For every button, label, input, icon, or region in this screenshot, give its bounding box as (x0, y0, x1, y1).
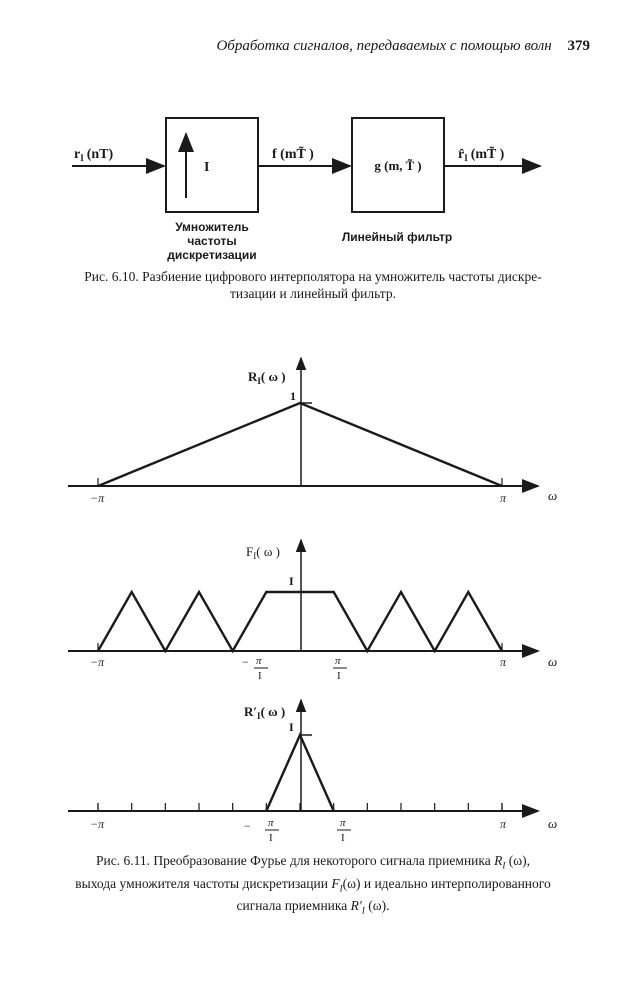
mid-signal-label: f (mT̃ ) (272, 147, 314, 162)
filter-caption: Линейный фильтр (341, 230, 453, 244)
tick-fraction-num: π (340, 817, 346, 829)
caption-line (20, 875, 606, 898)
caption-symbol: F (331, 875, 340, 891)
caption-subscript: I (502, 860, 506, 871)
tick-label-right: π (500, 817, 507, 831)
caption-line (20, 897, 606, 920)
tick-sign: − (244, 819, 251, 833)
figure-6-11-caption (20, 852, 606, 920)
caption-subscript: I (339, 883, 343, 894)
multiplier-symbol: I (204, 160, 210, 175)
caption-line: тизации и линейный фильтр. (230, 286, 396, 301)
peak-label: 1 (290, 389, 296, 403)
tick-fraction-num: π (335, 655, 341, 667)
plot-r (68, 358, 557, 505)
tick-sign: − (242, 655, 249, 669)
tick-label-left: −π (90, 817, 105, 831)
filter-function: g (m, T̃ ) (374, 158, 422, 173)
page-number: 379 (567, 38, 590, 54)
caption-symbol: R (494, 853, 503, 868)
tick-label-right: π (500, 655, 507, 669)
peak-label: I (289, 720, 294, 734)
series-line (98, 403, 502, 486)
tick-fraction-den: I (269, 832, 273, 844)
plot-r-prime (68, 700, 557, 844)
caption-text: Рис. 6.11. Преобразование Фурье для некоторого сигнала приемника (95, 853, 495, 868)
caption-text: сигнала приемника (236, 898, 351, 914)
tick-label-left: −π (90, 655, 105, 669)
y-axis-label: $R'_I$( ω ) (244, 704, 286, 721)
caption-subscript: I (361, 906, 365, 917)
x-axis-label: ω (548, 816, 558, 831)
y-axis-label: $F_I$( ω ) (246, 544, 280, 561)
caption-symbol: R′ (350, 898, 362, 914)
multiplier-caption-line: Умножитель (175, 220, 249, 234)
tick-fraction-num: π (268, 817, 274, 829)
caption-text: выхода умножителя частоты дискретизации (75, 875, 332, 891)
x-axis-label: ω (548, 488, 558, 503)
caption-line (20, 852, 606, 875)
tick-fraction-den: I (337, 670, 341, 682)
output-label: $r̂_I$ (mT̃ ) (458, 147, 505, 163)
series-line (98, 592, 502, 651)
tick-label-right: π (500, 491, 507, 505)
y-axis-label: $R_I$( ω ) (248, 369, 286, 386)
peak-label: I (289, 574, 294, 588)
caption-text: (ω). (364, 898, 390, 914)
caption-line: Рис. 6.10. Разбиение цифрового интерполятора на умножитель частоты дискре- (84, 269, 542, 284)
minor-ticks (98, 803, 502, 811)
multiplier-caption-line: дискретизации (167, 248, 257, 262)
x-axis-label: ω (548, 654, 558, 669)
header-title: Обработка сигналов, передаваемых с помощью волн (216, 38, 552, 54)
tick-fraction-den: I (258, 670, 262, 682)
tick-fraction-num: π (256, 655, 262, 667)
tick-label-left: −π (90, 491, 105, 505)
input-label: $r_I$ (nT) (74, 147, 114, 163)
caption-text: (ω) и идеально интерполированного (342, 875, 551, 891)
tick-fraction-den: I (341, 832, 345, 844)
caption-text: (ω), (505, 853, 531, 868)
series-line (266, 735, 333, 811)
plot-f (68, 540, 557, 682)
multiplier-caption-line: частоты (187, 234, 237, 248)
